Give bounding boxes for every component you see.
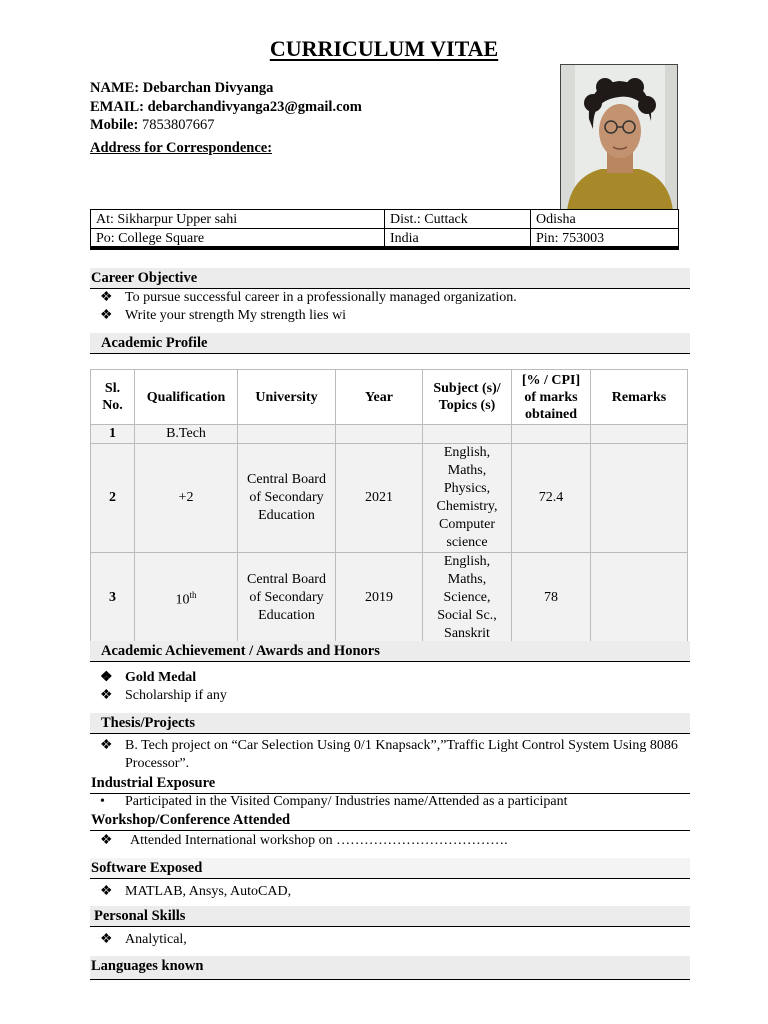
section-heading-industrial: Industrial Exposure bbox=[90, 773, 690, 794]
list-item: ❖ MATLAB, Ansys, AutoCAD, bbox=[100, 884, 292, 899]
section-heading-thesis: Thesis/Projects bbox=[90, 713, 690, 734]
column-header: Remarks bbox=[591, 370, 688, 425]
table-cell bbox=[591, 425, 688, 444]
page-title: CURRICULUM VITAE bbox=[269, 36, 499, 61]
profile-photo bbox=[560, 64, 678, 210]
diamond-bullet-icon: ❖ bbox=[100, 932, 113, 947]
diamond-bullet-icon: ❖ bbox=[100, 688, 113, 703]
list-item: ❖ Scholarship if any bbox=[100, 688, 227, 703]
table-cell: Central Board of Secondary Education bbox=[238, 553, 336, 644]
table-row bbox=[91, 553, 688, 644]
list-item: ❖ Gold Medal bbox=[100, 670, 197, 685]
list-item: ❖ B. Tech project on “Car Selection Using 0/1 Knapsack”,”Traffic Light Control System Using 8086 Processor”. bbox=[100, 738, 678, 771]
address-cell: Odisha bbox=[531, 210, 679, 229]
table-cell: 2019 bbox=[336, 553, 423, 644]
section-heading-academic: Academic Profile bbox=[90, 333, 690, 354]
column-header: [% / CPI] of marks obtained bbox=[512, 370, 591, 425]
table-cell: English, Maths, Science, Social Sc., Sanskrit bbox=[423, 553, 512, 644]
address-heading: Address for Correspondence: bbox=[90, 140, 273, 156]
email-line: EMAIL: debarchandivyanga23@gmail.com bbox=[90, 99, 362, 115]
diamond-bullet-icon: ❖ bbox=[100, 308, 113, 323]
list-item: • Participated in the Visited Company/ Industries name/Attended as a participant bbox=[100, 794, 568, 809]
section-heading-languages: Languages known bbox=[90, 956, 690, 980]
list-item: ❖ Analytical, bbox=[100, 932, 187, 947]
list-item: ❖ Attended International workshop on ………………………………. bbox=[100, 833, 508, 848]
address-cell: Dist.: Cuttack bbox=[385, 210, 531, 229]
address-cell: Pin: 753003 bbox=[531, 229, 679, 248]
diamond-bullet-icon: ❖ bbox=[100, 884, 113, 899]
address-table bbox=[90, 209, 679, 248]
table-cell bbox=[238, 425, 336, 444]
diamond-bullet-icon: ❖ bbox=[100, 738, 113, 753]
table-cell: 10th bbox=[135, 553, 238, 644]
table-row bbox=[91, 425, 688, 444]
table-cell: 2021 bbox=[336, 444, 423, 553]
table-row bbox=[91, 444, 688, 553]
diamond-bullet-icon: ❖ bbox=[100, 833, 113, 848]
name-line: NAME: Debarchan Divyanga bbox=[90, 80, 274, 96]
address-cell: India bbox=[385, 229, 531, 248]
table-cell bbox=[591, 444, 688, 553]
divider bbox=[90, 246, 679, 250]
table-cell: Central Board of Secondary Education bbox=[238, 444, 336, 553]
table-cell: B.Tech bbox=[135, 425, 238, 444]
table-cell: 2 bbox=[91, 444, 135, 553]
section-heading-software: Software Exposed bbox=[90, 858, 690, 879]
table-cell bbox=[336, 425, 423, 444]
section-heading-personal-skills: Personal Skills bbox=[90, 906, 690, 927]
table-cell bbox=[423, 425, 512, 444]
diamond-bullet-icon: ❖ bbox=[100, 290, 113, 305]
table-cell: 78 bbox=[512, 553, 591, 644]
table-cell bbox=[591, 553, 688, 644]
column-header: Year bbox=[336, 370, 423, 425]
table-cell bbox=[512, 425, 591, 444]
address-cell: At: Sikharpur Upper sahi bbox=[91, 210, 385, 229]
column-header: Qualification bbox=[135, 370, 238, 425]
column-header: Subject (s)/ Topics (s) bbox=[423, 370, 512, 425]
mobile-line: Mobile: 7853807667 bbox=[90, 117, 215, 133]
address-row bbox=[91, 229, 679, 248]
section-heading-awards: Academic Achievement / Awards and Honors bbox=[90, 641, 690, 662]
table-cell: 1 bbox=[91, 425, 135, 444]
table-header-row bbox=[91, 370, 688, 425]
table-cell: +2 bbox=[135, 444, 238, 553]
address-row bbox=[91, 210, 679, 229]
address-cell: Po: College Square bbox=[91, 229, 385, 248]
table-cell: 72.4 bbox=[512, 444, 591, 553]
list-item: ❖ To pursue successful career in a professionally managed organization. bbox=[100, 290, 517, 305]
column-header: Sl. No. bbox=[91, 370, 135, 425]
section-heading-workshop: Workshop/Conference Attended bbox=[90, 810, 690, 831]
diamond-bullet-icon: ❖ bbox=[100, 670, 113, 685]
table-cell: English, Maths, Physics, Chemistry, Computer science bbox=[423, 444, 512, 553]
round-bullet-icon: • bbox=[100, 794, 105, 809]
list-item: ❖ Write your strength My strength lies wi bbox=[100, 308, 347, 323]
section-heading-career: Career Objective bbox=[90, 268, 690, 289]
academic-table bbox=[90, 369, 688, 644]
table-cell: 3 bbox=[91, 553, 135, 644]
column-header: University bbox=[238, 370, 336, 425]
